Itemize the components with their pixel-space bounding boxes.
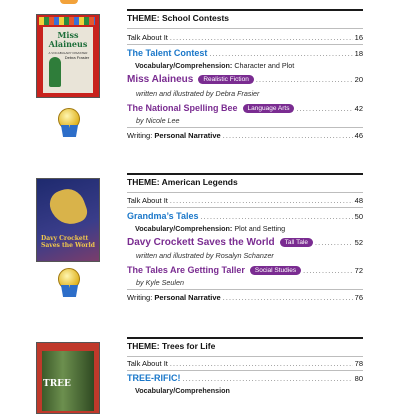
vocab-label: Vocabulary/Comprehension [135, 386, 230, 395]
theme-rule [127, 173, 363, 175]
divider [127, 207, 363, 208]
toc-entry-talk[interactable] [127, 33, 363, 42]
leader-dots [170, 361, 353, 368]
story-title: Grandma’s Tales [127, 211, 199, 221]
leader-dots [170, 198, 353, 205]
toc-entry-talk[interactable] [127, 196, 363, 205]
leader-dots [303, 268, 353, 275]
author-credit: by Kyle Seulen [136, 278, 184, 287]
author-credit: by Nicole Lee [136, 116, 180, 125]
theme-heading [127, 341, 215, 351]
leader-dots [315, 240, 353, 247]
story-title-group [127, 265, 301, 275]
theme-name: Trees for Life [161, 341, 216, 351]
writing-value: Personal Narrative [154, 131, 221, 140]
leader-dots [223, 133, 353, 140]
toc-entry-story[interactable] [127, 265, 363, 275]
writing-group [127, 131, 221, 140]
toc-entry-story[interactable] [127, 237, 363, 248]
page-number: 80 [354, 374, 363, 383]
divider [127, 28, 363, 29]
page-number: 20 [354, 75, 363, 84]
book-cover-miss-alaineus[interactable] [36, 14, 100, 98]
author-credit: written and illustrated by Rosalyn Schanzer [136, 251, 274, 260]
entry-label: Talk About It [127, 33, 168, 42]
vocab-label: Vocabulary/Comprehension: [135, 224, 233, 233]
leader-dots [223, 295, 353, 302]
vocab-line [135, 224, 285, 233]
writing-group [127, 293, 221, 302]
page-number: 78 [354, 359, 363, 368]
ribbon-icon [68, 285, 78, 297]
theme-rule [127, 9, 363, 11]
theme-label: THEME: [127, 341, 160, 351]
page-number: 46 [354, 131, 363, 140]
vocab-value: Character and Plot [234, 61, 295, 70]
divider [127, 192, 363, 193]
theme-name: School Contests [161, 13, 230, 23]
toc-entry-writing[interactable] [127, 131, 363, 140]
toc-entry-story[interactable] [127, 373, 363, 383]
author-credit: written and illustrated by Debra Frasier [136, 89, 260, 98]
theme-heading [127, 13, 229, 23]
cover-illustration [49, 57, 61, 87]
writing-value: Personal Narrative [154, 293, 221, 302]
cover-letter-banner [39, 17, 95, 25]
page-number: 50 [354, 212, 363, 221]
cover-subtitle: A VOCABULARY DISASTER [48, 51, 88, 55]
story-title-group [127, 74, 254, 85]
page-number: 76 [354, 293, 363, 302]
vocab-value: Plot and Setting [234, 224, 286, 233]
divider [127, 44, 363, 45]
theme-label: THEME: [127, 13, 160, 23]
story-title: Davy Crockett Saves the World [127, 237, 275, 248]
toc-entry-writing[interactable] [127, 293, 363, 302]
toc-entry-story[interactable] [127, 211, 363, 221]
page-number: 48 [354, 196, 363, 205]
theme-heading [127, 177, 238, 187]
theme-rule [127, 337, 363, 339]
divider [127, 127, 363, 128]
page-number: 18 [354, 49, 363, 58]
leader-dots [201, 214, 353, 221]
story-title-group [127, 237, 313, 248]
story-title: The Talent Contest [127, 48, 208, 58]
story-title: The Tales Are Getting Taller [127, 265, 245, 275]
tab-marker [60, 0, 78, 4]
divider [127, 356, 363, 357]
cover-title: TREE [43, 379, 71, 389]
genre-tag: Tall Tale [280, 238, 313, 247]
cover-title: Davy Crockett Saves the World [41, 235, 95, 249]
book-cover-davy-crockett[interactable] [36, 178, 100, 262]
leader-dots [170, 35, 353, 42]
leader-dots [256, 77, 353, 84]
genre-tag: Realistic Fiction [198, 75, 254, 84]
cover-title: Miss Alaineus [48, 30, 88, 49]
toc-entry-story[interactable] [127, 74, 363, 85]
leader-dots [209, 51, 352, 58]
page-number: 72 [354, 266, 363, 275]
toc-entry-story[interactable] [127, 48, 363, 58]
toc-entry-story[interactable] [127, 103, 363, 113]
story-title: Miss Alaineus [127, 74, 194, 85]
story-title-group [127, 103, 294, 113]
divider [127, 289, 363, 290]
page-number: 52 [354, 238, 363, 247]
cover-author: Debra Frasier [64, 55, 90, 60]
story-title: The National Spelling Bee [127, 103, 238, 113]
theme-label: THEME: [127, 177, 160, 187]
theme-name: American Legends [161, 177, 238, 187]
divider [127, 370, 363, 371]
vocab-line [135, 386, 230, 395]
entry-label: Talk About It [127, 359, 168, 368]
entry-label: Talk About It [127, 196, 168, 205]
genre-tag: Language Arts [243, 104, 295, 113]
story-title: TREE-RIFIC! [127, 373, 181, 383]
page-number: 16 [354, 33, 363, 42]
vocab-label: Vocabulary/Comprehension: [135, 61, 233, 70]
cover-inner-panel [43, 27, 93, 93]
page-number: 42 [354, 104, 363, 113]
leader-dots [296, 106, 352, 113]
ribbon-icon [68, 125, 78, 137]
toc-entry-talk[interactable] [127, 359, 363, 368]
book-cover-tree-rific[interactable] [36, 342, 100, 414]
leader-dots [183, 376, 353, 383]
genre-tag: Social Studies [250, 266, 301, 275]
writing-label: Writing: [127, 293, 153, 302]
writing-label: Writing: [127, 131, 153, 140]
vocab-line [135, 61, 294, 70]
